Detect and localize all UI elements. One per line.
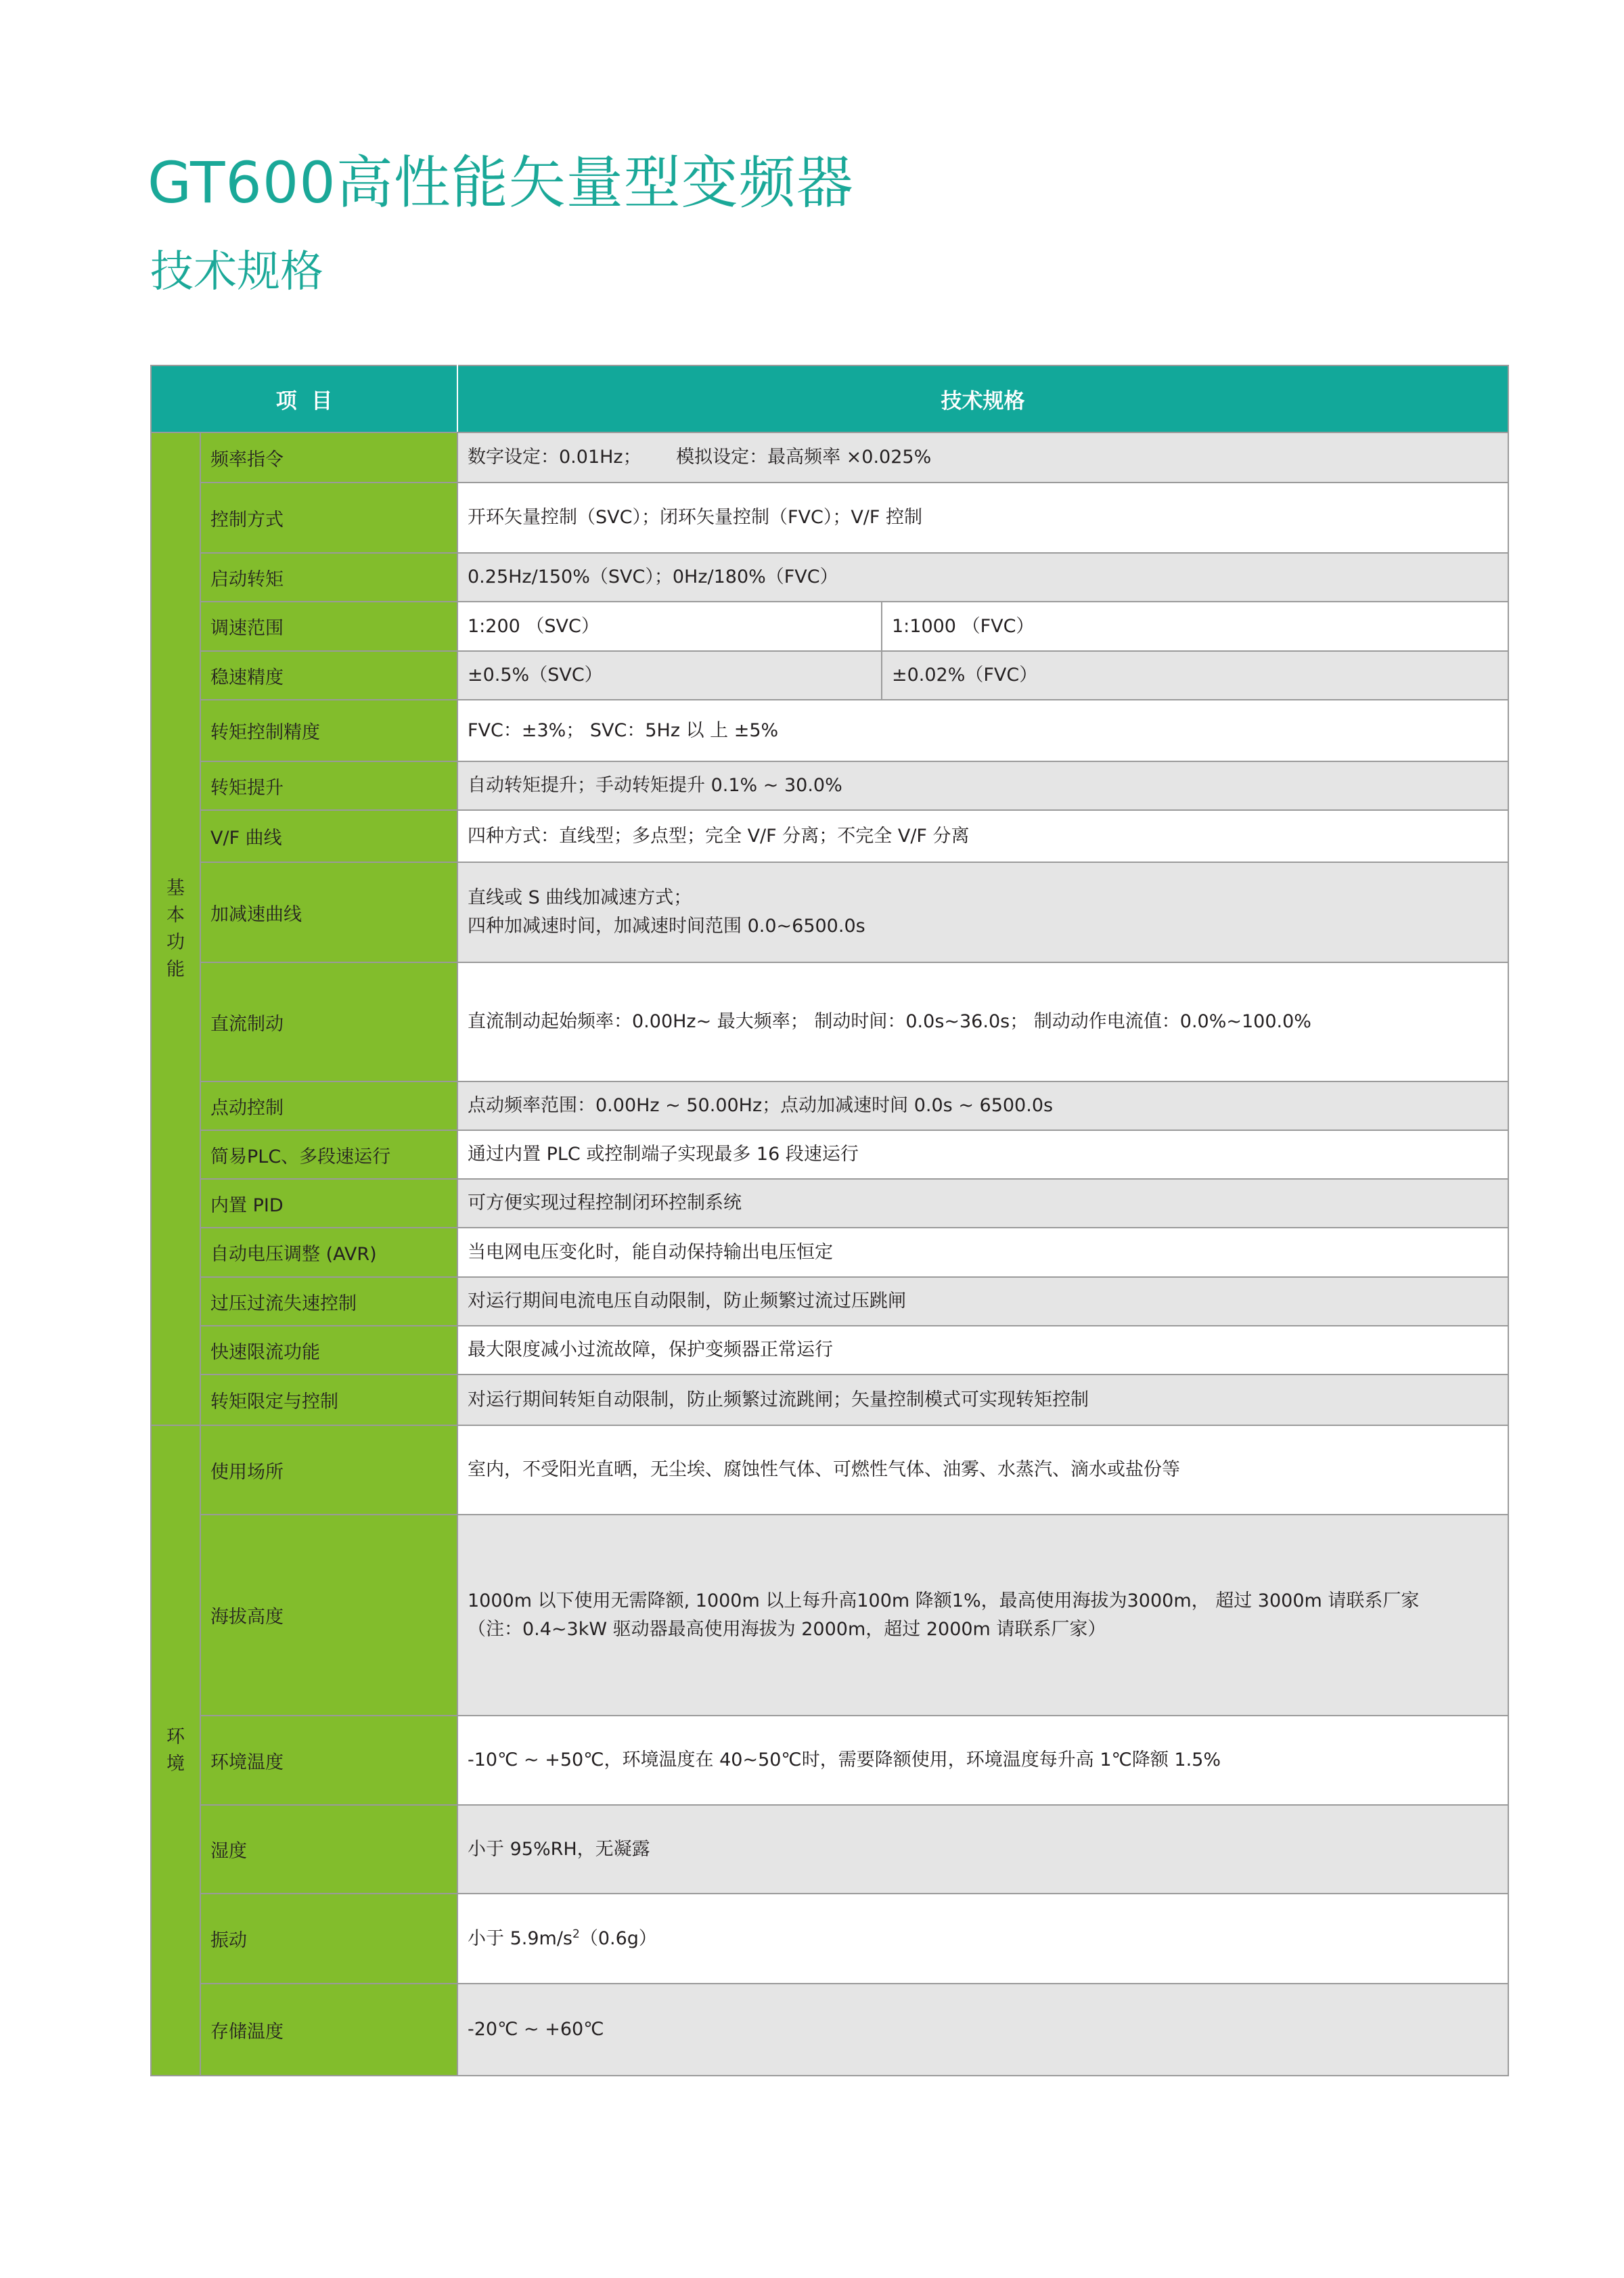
row-item: 内置 PID (200, 1179, 457, 1228)
row-spec: 0.25Hz/150%（SVC）；0Hz/180%（FVC） (457, 553, 1508, 602)
row-spec: 当电网电压变化时，能自动保持输出电压恒定 (457, 1228, 1508, 1277)
row-spec-text: 小于 5.9m/s (468, 1927, 572, 1949)
row-item: 调速范围 (200, 602, 457, 651)
table-row (151, 1716, 1508, 1805)
row-spec: 小于 95%RH，无凝露 (457, 1805, 1508, 1894)
table-row (151, 1326, 1508, 1375)
header-item: 项 目 (151, 365, 457, 432)
table-row (151, 1894, 1508, 1984)
page-subtitle: 技术规格 (150, 247, 323, 297)
row-item: 稳速精度 (200, 651, 457, 700)
table-row (151, 1425, 1508, 1515)
table-row (151, 810, 1508, 862)
table-row (151, 1515, 1508, 1716)
row-item: 使用场所 (200, 1425, 457, 1515)
row-spec: 最大限度减小过流故障，保护变频器正常运行 (457, 1326, 1508, 1375)
table-row (151, 1277, 1508, 1326)
row-item: 振动 (200, 1894, 457, 1984)
row-spec (457, 1515, 1508, 1716)
row-item: 环境温度 (200, 1716, 457, 1805)
row-spec-line: 四种加减速时间，加减速时间范围 0.0~6500.0s (468, 916, 865, 937)
table-row (151, 700, 1508, 761)
spec-table (150, 365, 1509, 2076)
table-row (151, 1228, 1508, 1277)
row-item: 启动转矩 (200, 553, 457, 602)
row-spec: 自动转矩提升；手动转矩提升 0.1% ~ 30.0% (457, 761, 1508, 810)
row-item: 点动控制 (200, 1081, 457, 1130)
row-spec: 可方便实现过程控制闭环控制系统 (457, 1179, 1508, 1228)
table-row (151, 1805, 1508, 1894)
table-row (151, 1130, 1508, 1179)
row-spec: 室内，不受阳光直晒，无尘埃、腐蚀性气体、可燃性气体、油雾、水蒸汽、滴水或盐份等 (457, 1425, 1508, 1515)
row-spec (457, 862, 1508, 962)
row-spec-line: 1000m 以下使用无需降额, 1000m 以上每升高100m 降额1%，最高使用海拔为3000m， 超过 3000m 请联系厂家 (468, 1590, 1420, 1611)
row-spec-a: 1:200 （SVC） (457, 602, 882, 651)
row-spec: 对运行期间电流电压自动限制，防止频繁过流过压跳闸 (457, 1277, 1508, 1326)
row-spec-line: 直线或 S 曲线加减速方式； (468, 887, 692, 908)
row-item: V/F 曲线 (200, 810, 457, 862)
table-row (151, 432, 1508, 483)
row-spec: -10℃ ~ +50℃，环境温度在 40~50℃时，需要降额使用，环境温度每升高 1℃降额 1.5% (457, 1716, 1508, 1805)
row-spec (457, 1894, 1508, 1984)
row-item: 控制方式 (200, 483, 457, 553)
row-spec-line: （注：0.4~3kW 驱动器最高使用海拔为 2000m，超过 2000m 请联系厂家） (468, 1618, 1106, 1640)
row-item: 转矩提升 (200, 761, 457, 810)
table-row (151, 602, 1508, 651)
row-spec-b: 1:1000 （FVC） (882, 602, 1508, 651)
table-header-row (151, 365, 1508, 432)
row-item: 自动电压调整 (AVR) (200, 1228, 457, 1277)
row-item: 加减速曲线 (200, 862, 457, 962)
row-spec: 通过内置 PLC 或控制端子实现最多 16 段速运行 (457, 1130, 1508, 1179)
row-item: 转矩限定与控制 (200, 1375, 457, 1425)
table-row (151, 962, 1508, 1081)
row-spec-superscript: 2 (572, 1927, 580, 1941)
row-spec: 开环矢量控制（SVC）；闭环矢量控制（FVC）；V/F 控制 (457, 483, 1508, 553)
table-row (151, 651, 1508, 700)
row-spec: 数字设定：0.01Hz； 模拟设定：最高频率 ×0.025% (457, 432, 1508, 483)
row-spec: 对运行期间转矩自动限制，防止频繁过流跳闸；矢量控制模式可实现转矩控制 (457, 1375, 1508, 1425)
row-item: 简易PLC、多段速运行 (200, 1130, 457, 1179)
row-item: 快速限流功能 (200, 1326, 457, 1375)
row-item: 频率指令 (200, 432, 457, 483)
table-row (151, 483, 1508, 553)
row-spec-a: ±0.5%（SVC） (457, 651, 882, 700)
row-item: 湿度 (200, 1805, 457, 1894)
row-spec: 点动频率范围：0.00Hz ~ 50.00Hz；点动加减速时间 0.0s ~ 6500.0s (457, 1081, 1508, 1130)
row-spec: -20℃ ~ +60℃ (457, 1984, 1508, 2076)
header-spec: 技术规格 (457, 365, 1508, 432)
row-spec-b: ±0.02%（FVC） (882, 651, 1508, 700)
category-environment: 环境 (151, 1425, 200, 2076)
category-basic: 基本功能 (151, 432, 200, 1425)
row-item: 过压过流失速控制 (200, 1277, 457, 1326)
row-item: 存储温度 (200, 1984, 457, 2076)
table-row (151, 1081, 1508, 1130)
table-row (151, 1179, 1508, 1228)
table-row (151, 862, 1508, 962)
row-spec: FVC：±3%； SVC：5Hz 以 上 ±5% (457, 700, 1508, 761)
row-spec-text: （0.6g） (579, 1927, 657, 1949)
row-item: 转矩控制精度 (200, 700, 457, 761)
table-row (151, 761, 1508, 810)
table-row (151, 553, 1508, 602)
row-item: 海拔高度 (200, 1515, 457, 1716)
table-row (151, 1375, 1508, 1425)
page-title: GT600高性能矢量型变频器 (148, 150, 854, 216)
table-row (151, 1984, 1508, 2076)
row-spec: 四种方式：直线型；多点型；完全 V/F 分离；不完全 V/F 分离 (457, 810, 1508, 862)
row-spec: 直流制动起始频率：0.00Hz~ 最大频率； 制动时间：0.0s~36.0s； 制动动作电流值：0.0%~100.0% (457, 962, 1508, 1081)
row-item: 直流制动 (200, 962, 457, 1081)
